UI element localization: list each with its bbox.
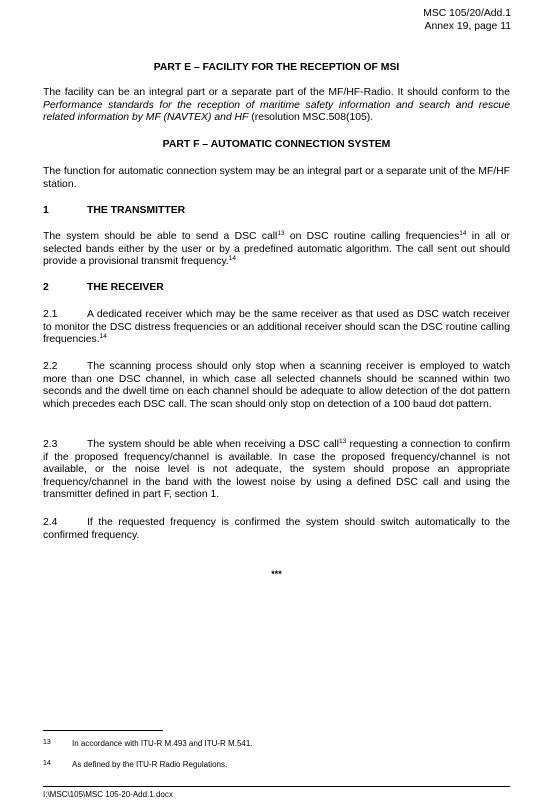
footer-separator — [43, 786, 510, 787]
part-f-intro: The function for automatic connection system may be an integral part or a separate unit of the MF/HF station. — [43, 166, 510, 190]
part-e-title: PART E – FACILITY FOR THE RECEPTION OF MSI — [153, 62, 400, 73]
paragraph-2-3: 2.3 The system should be able when receiving a DSC call$^{13}$ requesting a connection to confirm if the proposed frequency/channel is available. In case the proposed frequency/channel is not available, or the noise level is not adequate, the system should propose an appropriate frequency/channel in the band with the lowest noise by using a defined DSC call and using the transmitter defined in part F, section 1. — [43, 438, 510, 501]
header-annex-page: Annex 19, page 11 — [424, 20, 511, 32]
header-doc-ref: MSC 105/20/Add.1 — [423, 8, 511, 19]
paragraph-2-4: 2.4 If the requested frequency is confirmed the system should switch automatically to the confirmed frequency. — [43, 517, 510, 541]
paragraph-2-2: 2.2 The scanning process should only stop when a scanning receiver is employed to watch more than one DSC channel, in which case all selected channels should be scanned within two seconds and the dwell time on each channel should be adequate to allow detection of the dot pattern which precedes each DSC call. The scan should only stop on detection of a 100 baud dot pattern. — [43, 361, 510, 410]
page-header — [423, 8, 511, 33]
end-marker: *** — [271, 569, 282, 579]
part-e-paragraph: The facility can be an integral part or a separate part of the MF/HF-Radio. It should conform to the Performance standards for the reception of maritime safety information and search and rescue related information by MF (NAVTEX) and HF (resolution MSC.508(105). — [43, 87, 510, 124]
part-f-title: PART F – AUTOMATIC CONNECTION SYSTEM — [162, 139, 391, 150]
footnote-14: 14 As defined by the ITU-R Radio Regulations. — [43, 760, 228, 769]
section-2-heading: 2 THE RECEIVER — [43, 282, 164, 293]
section-1-paragraph: The system should be able to send a DSC call$^{13}$ on DSC routine calling frequencies$^{14}$ in all or selected bands either by the user or by a predefined automatic algorithm. The call sent out should provide a provisional transmit frequency.$^{14}$ — [43, 230, 510, 268]
footnote-13: 13 In accordance with ITU-R M.493 and ITU-R M.541. — [43, 739, 253, 748]
footer-file-path: I:\MSC\105\MSC 105-20-Add.1.docx — [43, 790, 173, 799]
section-1-heading: 1 THE TRANSMITTER — [43, 205, 186, 216]
paragraph-2-1: 2.1 A dedicated receiver which may be the same receiver as that used as DSC watch receiver to monitor the DSC distress frequencies or an additional receiver should scan the DSC routine calling frequencies.$^{14}$ — [43, 309, 510, 346]
footnote-separator — [43, 730, 163, 731]
